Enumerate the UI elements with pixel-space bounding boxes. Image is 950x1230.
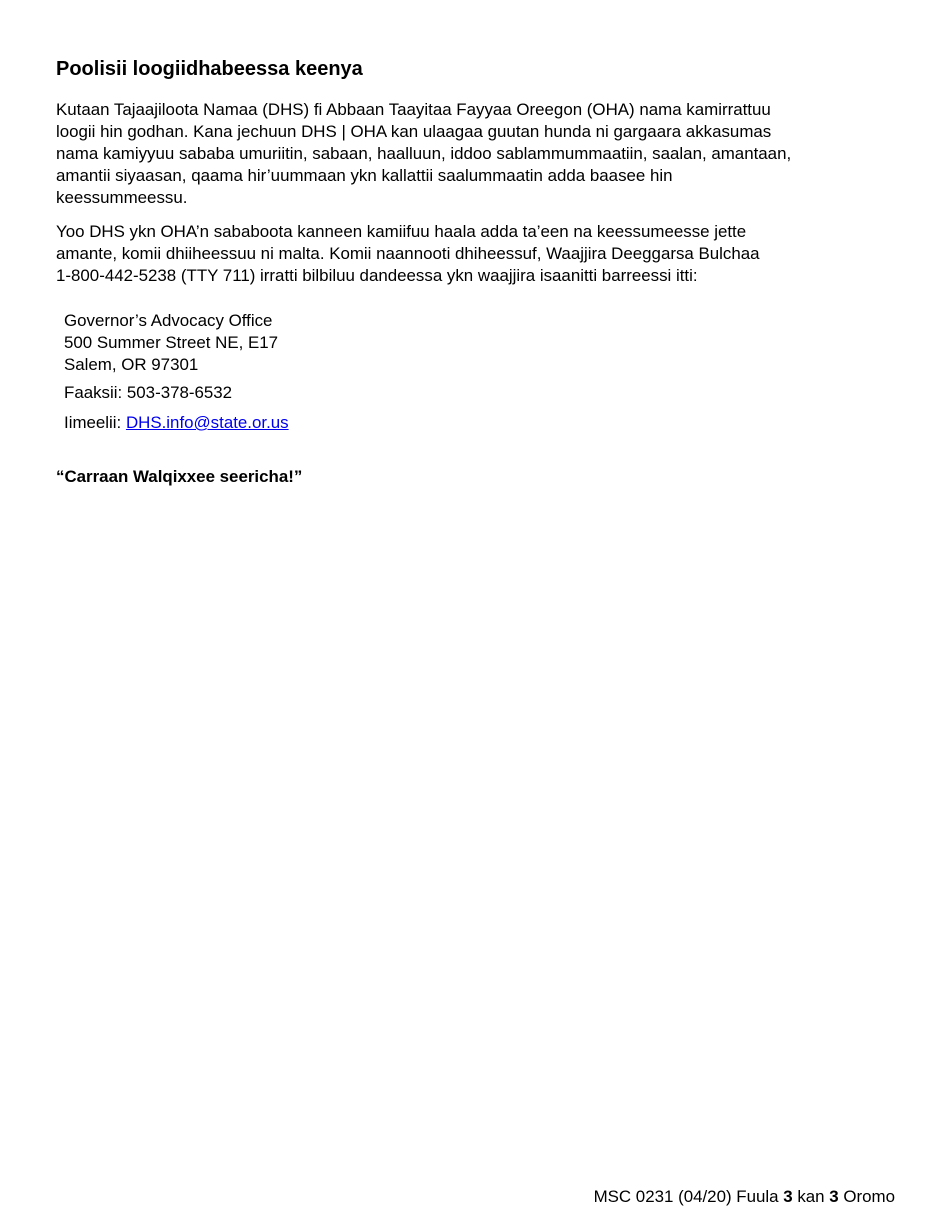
section-heading: Poolisii loogiidhabeessa keenya	[56, 58, 363, 80]
city-state-zip: Salem, OR 97301	[64, 355, 199, 374]
email-line	[64, 412, 289, 434]
paragraph-line: loogii hin godhan. Kana jechuun DHS | OHA kan ulaagaa guutan hunda ni gargaara akkasumas	[56, 122, 772, 141]
paragraph-line: keessummeessu.	[56, 188, 188, 207]
complaint-paragraph	[56, 221, 886, 287]
fax-number: 503-378-6532	[126, 383, 233, 402]
fax-label: Faaksii:	[64, 383, 127, 402]
nondiscrimination-paragraph	[56, 99, 886, 209]
page-footer	[594, 1186, 895, 1208]
page-current: 3	[783, 1187, 793, 1206]
page-of-label: kan	[792, 1187, 830, 1206]
paragraph-line: Yoo DHS ykn OHA’n sababoota kanneen kamiifuu haala adda ta’een na keessumeesse jette	[56, 222, 747, 241]
fax-line	[64, 382, 232, 404]
street-address: 500 Summer Street NE, E17	[64, 333, 279, 352]
email-label: Iimeelii:	[64, 413, 126, 432]
email-link[interactable]: DHS.info@state.or.us	[125, 413, 289, 432]
paragraph-line: amantii siyaasan, qaama hir’uummaan ykn kallattii saalummaatin adda baasee hin	[56, 166, 673, 185]
form-code: MSC 0231 (04/20) Fuula	[593, 1187, 784, 1206]
paragraph-line: Kutaan Tajaajiloota Namaa (DHS) fi Abbaan Taayitaa Fayyaa Oreegon (OHA) nama kamirrattuu	[56, 100, 771, 119]
paragraph-line: 1-800-442-5238 (TTY 711) irratti bilbiluu dandeessa ykn waajjira isaanitti barreessi itti:	[56, 266, 698, 285]
paragraph-line: amante, komii dhiiheessuu ni malta. Komii naannooti dhiheessuf, Waajjira Deeggarsa Bulchaa	[56, 244, 760, 263]
language-label: Oromo	[838, 1187, 895, 1206]
page-total: 3	[829, 1187, 839, 1206]
office-name: Governor’s Advocacy Office	[64, 311, 273, 330]
paragraph-line: nama kamiyyuu sababa umuriitin, sabaan, haalluun, iddoo sablammummaatiin, saalan, amantaan,	[56, 144, 792, 163]
mailing-address	[64, 310, 278, 376]
slogan: “Carraan Walqixxee seericha!”	[56, 467, 303, 486]
